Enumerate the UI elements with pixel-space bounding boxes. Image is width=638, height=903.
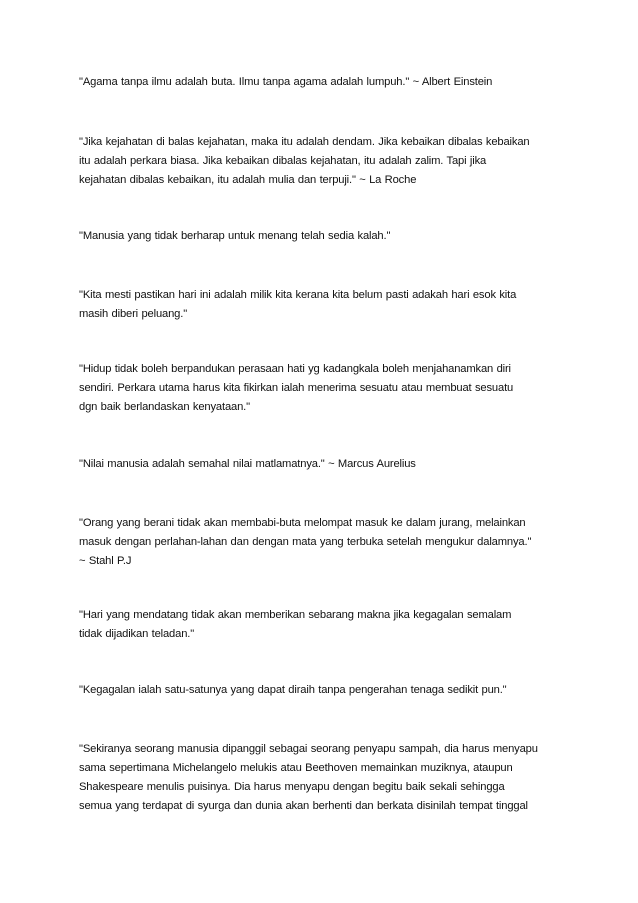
quote-la-roche: [79, 133, 579, 190]
quote-hari-mendatang: [79, 606, 579, 644]
quote-manusia: [79, 227, 579, 246]
quote-line: sendiri. Perkara utama harus kita fikirkan ialah menerima sesuatu atau membuat sesuatu: [79, 382, 514, 394]
quote-hidup: [79, 360, 579, 417]
quote-line: tidak dijadikan teladan.": [79, 628, 195, 640]
quote-line: dgn baik berlandaskan kenyataan.": [79, 401, 250, 413]
quote-kegagalan: [79, 681, 579, 700]
quote-kita-mesti: [79, 286, 579, 324]
quote-einstein: [79, 73, 579, 92]
quote-line: sama sepertimana Michelangelo melukis atau Beethoven memainkan muziknya, ataupun: [79, 762, 513, 774]
quote-line: "Kita mesti pastikan hari ini adalah milik kita kerana kita belum pasti adakah hari esok kita: [79, 289, 517, 301]
quote-penyapu-sampah: [79, 740, 579, 816]
quote-line: "Orang yang berani tidak akan membabi-buta melompat masuk ke dalam jurang, melainkan: [79, 517, 526, 529]
quote-marcus-aurelius: [79, 455, 579, 474]
quote-line: "Manusia yang tidak berharap untuk menang telah sedia kalah.": [79, 230, 391, 242]
quote-line: "Sekiranya seorang manusia dipanggil sebagai seorang penyapu sampah, dia harus menyapu: [79, 743, 538, 755]
quote-line: "Nilai manusia adalah semahal nilai matlamatnya." ~ Marcus Aurelius: [79, 458, 416, 470]
quote-stahl: [79, 514, 579, 571]
quote-line: kejahatan dibalas kebaikan, itu adalah mulia dan terpuji." ~ La Roche: [79, 174, 417, 186]
quote-line: itu adalah perkara biasa. Jika kebaikan dibalas kejahatan, itu adalah zalim. Tapi jika: [79, 155, 487, 167]
quote-line: "Jika kejahatan di balas kejahatan, maka itu adalah dendam. Jika kebaikan dibalas kebaikan: [79, 136, 530, 148]
quote-line: Shakespeare menulis puisinya. Dia harus menyapu dengan begitu baik sekali sehingga: [79, 781, 505, 793]
quote-line: ~ Stahl P.J: [79, 555, 132, 567]
quote-line: semua yang terdapat di syurga dan dunia akan berhenti dan berkata disinilah tempat tinggal: [79, 800, 528, 812]
quote-line: "Kegagalan ialah satu-satunya yang dapat diraih tanpa pengerahan tenaga sedikit pun.": [79, 684, 507, 696]
quote-line: "Hidup tidak boleh berpandukan perasaan hati yg kadangkala boleh menjahanamkan diri: [79, 363, 511, 375]
quote-line: masih diberi peluang.": [79, 308, 188, 320]
quote-line: "Hari yang mendatang tidak akan memberikan sebarang makna jika kegagalan semalam: [79, 609, 512, 621]
quote-line: "Agama tanpa ilmu adalah buta. Ilmu tanpa agama adalah lumpuh." ~ Albert Einstein: [79, 76, 493, 88]
quote-line: masuk dengan perlahan-lahan dan dengan mata yang terbuka setelah mengukur dalamnya.": [79, 536, 532, 548]
